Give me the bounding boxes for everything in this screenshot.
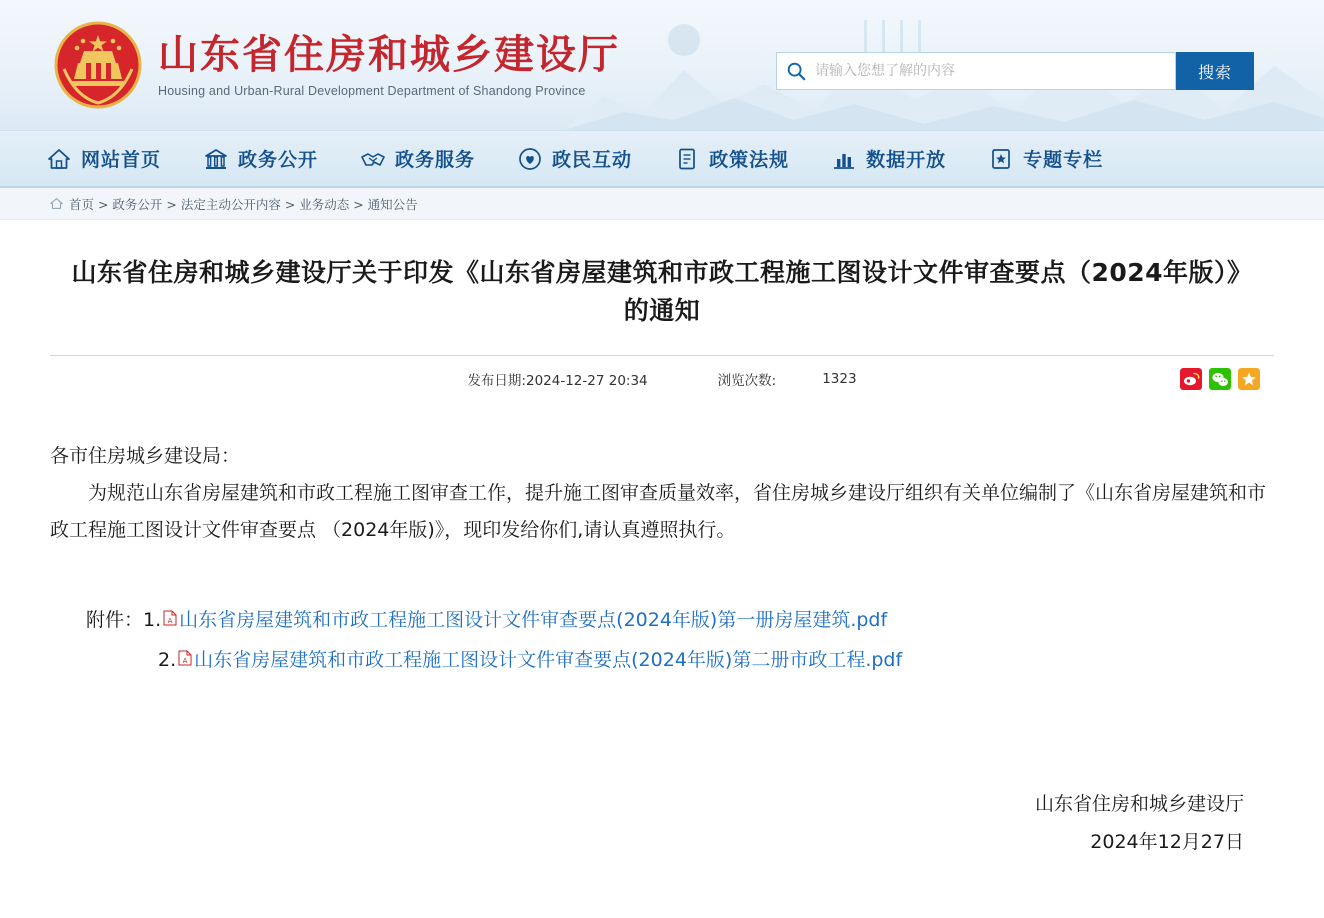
views-count: 1323 xyxy=(822,371,857,387)
site-header xyxy=(0,0,1324,130)
chart-icon xyxy=(831,146,857,172)
search-bar[interactable] xyxy=(776,52,1254,90)
attachment-row xyxy=(50,601,1274,641)
salutation: 各市住房城乡建设局： xyxy=(50,445,241,467)
article-meta xyxy=(50,356,1274,402)
pdf-icon xyxy=(163,610,177,626)
nav-item-special-columns[interactable] xyxy=(988,145,1103,172)
heart-chat-icon xyxy=(517,146,543,172)
pdf-icon xyxy=(178,650,192,666)
signature-date: 2024年12月27日 xyxy=(1090,830,1244,853)
article-paragraph: 为规范山东省房屋建筑和市政工程施工图审查工作，提升施工图审查质量效率，省住房城乡建设厅组织有关单位编制了《山东省房屋建筑和市政工程施工图设计文件审查要点 （2024年版)》，现印发给你们,请认真遵照执行。 xyxy=(50,482,1267,542)
nav-label: 专题专栏 xyxy=(1023,149,1104,171)
search-box[interactable] xyxy=(776,52,1176,90)
search-icon xyxy=(785,60,807,82)
brand-title-cn: 山东省住房和城乡建设厅 xyxy=(158,32,620,78)
weibo-share-icon[interactable] xyxy=(1180,368,1202,390)
nav-label: 网站首页 xyxy=(81,149,162,171)
nav-item-home[interactable] xyxy=(46,145,161,172)
nav-label: 政民互动 xyxy=(552,149,633,171)
star-box-icon xyxy=(988,146,1014,172)
article-signature xyxy=(50,785,1274,861)
nav-item-open-data[interactable] xyxy=(831,145,946,172)
nav-item-government-affairs[interactable] xyxy=(203,145,318,172)
search-button[interactable]: 搜索 xyxy=(1176,52,1254,90)
views-label: 浏览次数: xyxy=(717,373,777,389)
wechat-share-icon[interactable] xyxy=(1209,368,1231,390)
svg-text:A: A xyxy=(182,657,188,666)
national-emblem xyxy=(52,19,144,111)
document-icon xyxy=(674,146,700,172)
brand-title-en: Housing and Urban-Rural Development Department of Shandong Province xyxy=(158,84,586,98)
nav-item-public-interaction[interactable] xyxy=(517,145,632,172)
house-icon xyxy=(50,197,63,210)
bank-icon xyxy=(203,146,229,172)
attachment-row xyxy=(50,641,1274,681)
home-icon xyxy=(46,146,72,172)
breadcrumb-text[interactable]: 首页 > 政务公开 > 法定主动公开内容 > 业务动态 > 通知公告 xyxy=(69,196,418,212)
nav-item-policies-regulations[interactable] xyxy=(674,145,789,172)
nav-label: 政策法规 xyxy=(709,149,790,171)
nav-label: 数据开放 xyxy=(866,149,947,171)
publish-date: 发布日期:2024-12-27 20:34 xyxy=(467,373,648,389)
attachment-link-1[interactable]: 山东省房屋建筑和市政工程施工图设计文件审查要点(2024年版)第一册房屋建筑.pdf xyxy=(179,609,888,632)
attachments-label: 附件： xyxy=(86,609,144,632)
share-buttons[interactable] xyxy=(1180,368,1260,390)
nav-label: 政务公开 xyxy=(238,149,319,171)
handshake-icon xyxy=(360,146,386,172)
page-title: 山东省住房和城乡建设厅关于印发《山东省房屋建筑和市政工程施工图设计文件审查要点（2024年版）》的通知 xyxy=(71,258,1253,325)
attachments-block xyxy=(50,601,1274,681)
nav-item-government-services[interactable] xyxy=(360,145,475,172)
signature-organization: 山东省住房和城乡建设厅 xyxy=(1034,792,1244,815)
search-input[interactable] xyxy=(813,53,1167,89)
attachment-number: 1. xyxy=(143,609,162,632)
favorite-share-icon[interactable] xyxy=(1238,368,1260,390)
attachment-number: 2. xyxy=(158,649,177,672)
site-brand xyxy=(158,32,620,98)
nav-label: 政务服务 xyxy=(395,149,476,171)
breadcrumb[interactable] xyxy=(0,188,1324,220)
main-navigation[interactable] xyxy=(0,130,1324,188)
article-body xyxy=(50,438,1274,549)
svg-text:A: A xyxy=(167,617,173,626)
article-container xyxy=(0,220,1324,861)
attachment-link-2[interactable]: 山东省房屋建筑和市政工程施工图设计文件审查要点(2024年版)第二册市政工程.pdf xyxy=(194,649,903,672)
